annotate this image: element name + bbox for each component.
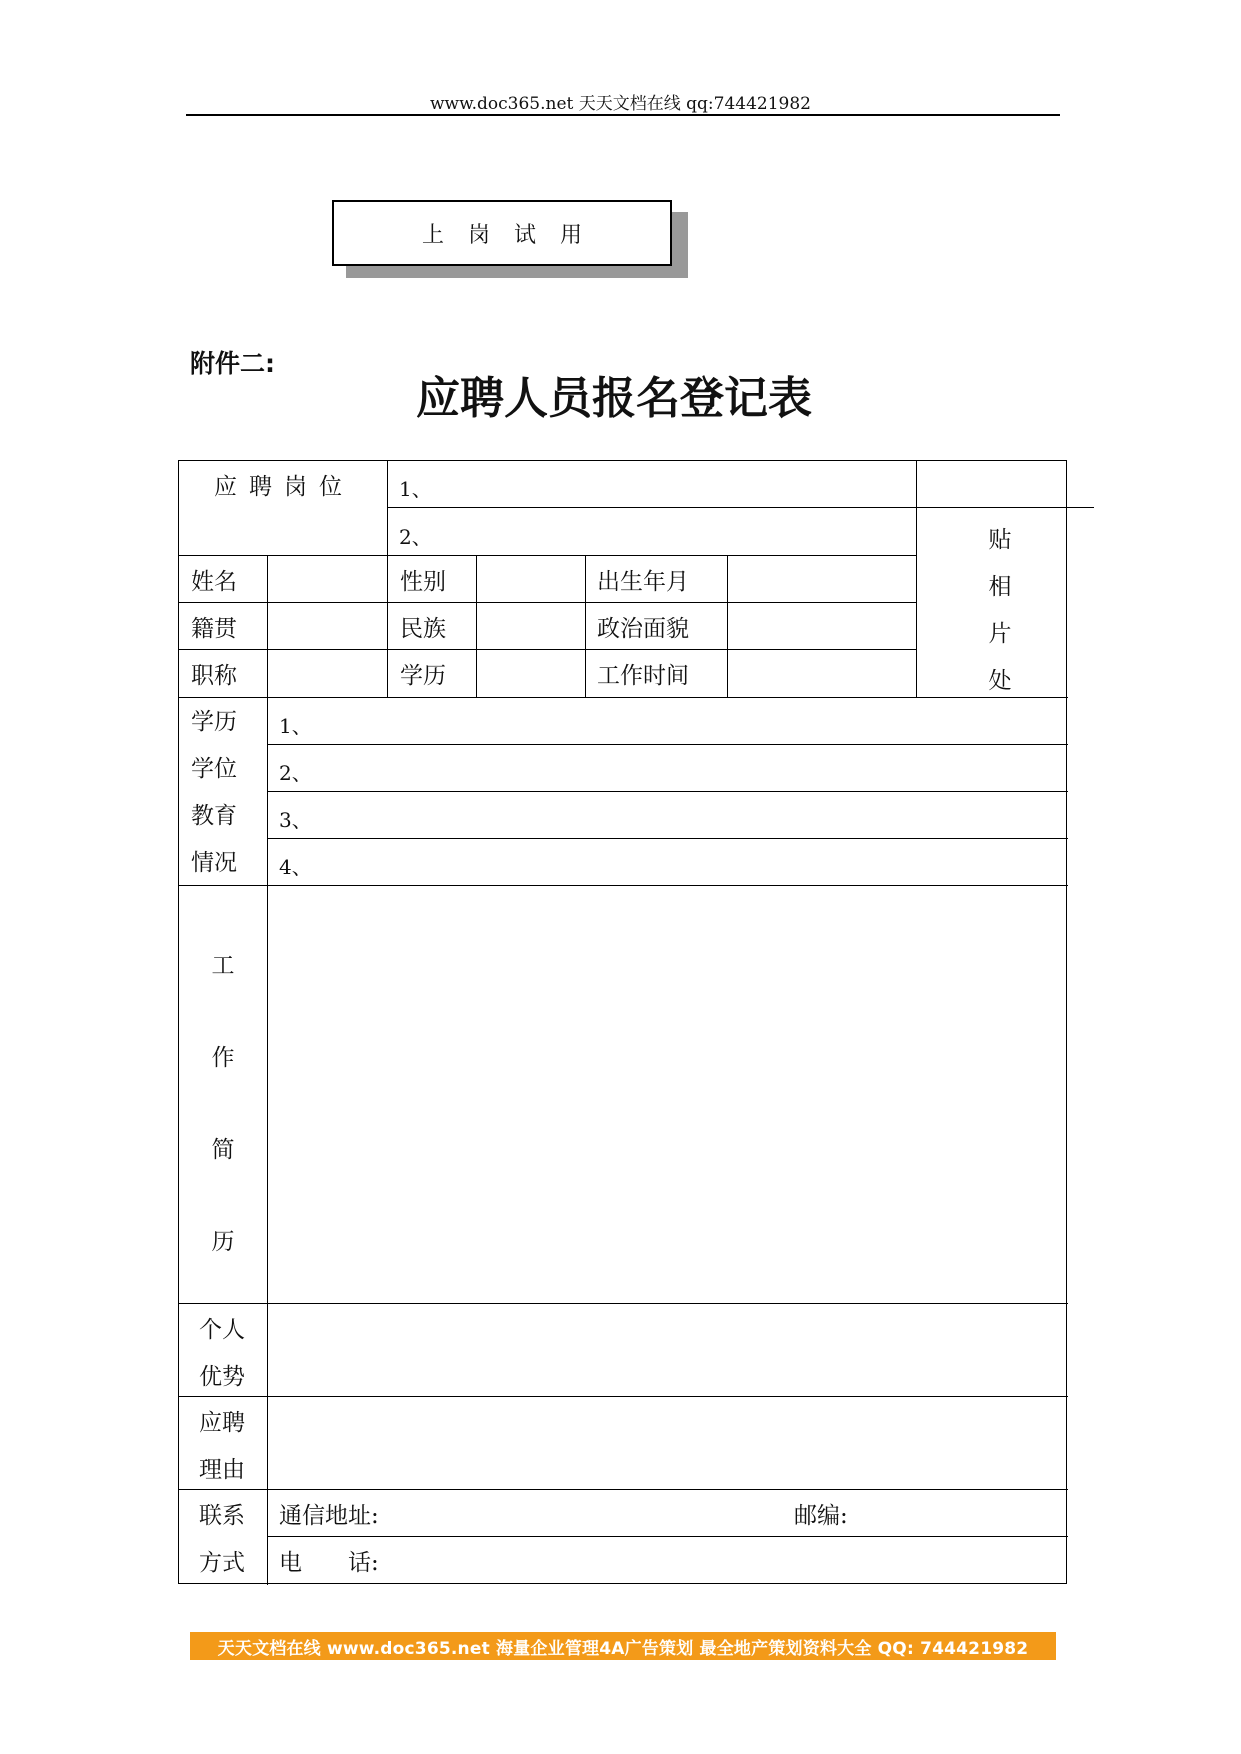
position-option-1: 1、 bbox=[399, 477, 432, 501]
registration-form-table bbox=[178, 460, 1067, 1584]
position-label: 应聘岗位 bbox=[214, 474, 354, 500]
education-label-line: 学历 bbox=[191, 709, 237, 735]
resume-char: 工 bbox=[211, 953, 235, 979]
address-label: 通信地址: bbox=[279, 1503, 379, 1529]
ethnicity-label: 民族 bbox=[400, 616, 446, 642]
education-row: 1、 bbox=[279, 714, 312, 738]
postcode-label: 邮编: bbox=[794, 1503, 848, 1529]
reason-label-line: 应聘 bbox=[199, 1410, 245, 1436]
contact-label-line: 联系 bbox=[199, 1503, 245, 1529]
photo-char: 片 bbox=[988, 621, 1012, 647]
gender-label: 性别 bbox=[400, 569, 446, 595]
reason-label-line: 理由 bbox=[199, 1457, 245, 1483]
title-box bbox=[332, 200, 672, 266]
resume-char: 简 bbox=[211, 1137, 235, 1163]
form-title: 应聘人员报名登记表 bbox=[416, 373, 812, 424]
name-label: 姓名 bbox=[191, 569, 237, 595]
resume-char: 作 bbox=[211, 1045, 235, 1071]
education-row: 2、 bbox=[279, 761, 312, 785]
page-header-text: www.doc365.net 天天文档在线 qq:744421982 bbox=[429, 94, 811, 114]
advantage-label-line: 优势 bbox=[199, 1364, 245, 1390]
title-box-text: 上岗试用 bbox=[421, 222, 606, 248]
contact-label-line: 方式 bbox=[199, 1550, 245, 1576]
education-label-line: 学位 bbox=[191, 756, 237, 782]
work-start-label: 工作时间 bbox=[597, 663, 689, 689]
education-label-line: 情况 bbox=[191, 850, 237, 876]
degree-label: 学历 bbox=[400, 663, 446, 689]
native-place-label: 籍贯 bbox=[191, 616, 237, 642]
education-row: 4、 bbox=[279, 855, 312, 879]
footer-banner: 天天文档在线 www.doc365.net 海量企业管理4A广告策划 最全地产策划资料大全 QQ: 744421982 bbox=[190, 1632, 1056, 1660]
advantage-label-line: 个人 bbox=[199, 1317, 245, 1343]
photo-char: 处 bbox=[988, 668, 1012, 694]
photo-char: 贴 bbox=[988, 527, 1012, 553]
professional-title-label: 职称 bbox=[191, 663, 237, 689]
birth-date-label: 出生年月 bbox=[597, 569, 689, 595]
photo-placeholder bbox=[985, 521, 1015, 709]
work-resume-label bbox=[208, 947, 238, 1315]
attachment-label: 附件二: bbox=[190, 349, 275, 378]
photo-char: 相 bbox=[988, 574, 1012, 600]
political-status-label: 政治面貌 bbox=[597, 616, 689, 642]
resume-char: 历 bbox=[211, 1229, 235, 1255]
header-divider bbox=[186, 114, 1060, 116]
position-option-2: 2、 bbox=[399, 525, 432, 549]
education-row: 3、 bbox=[279, 808, 312, 832]
phone-label: 电 话: bbox=[279, 1550, 379, 1576]
education-label-line: 教育 bbox=[191, 803, 237, 829]
